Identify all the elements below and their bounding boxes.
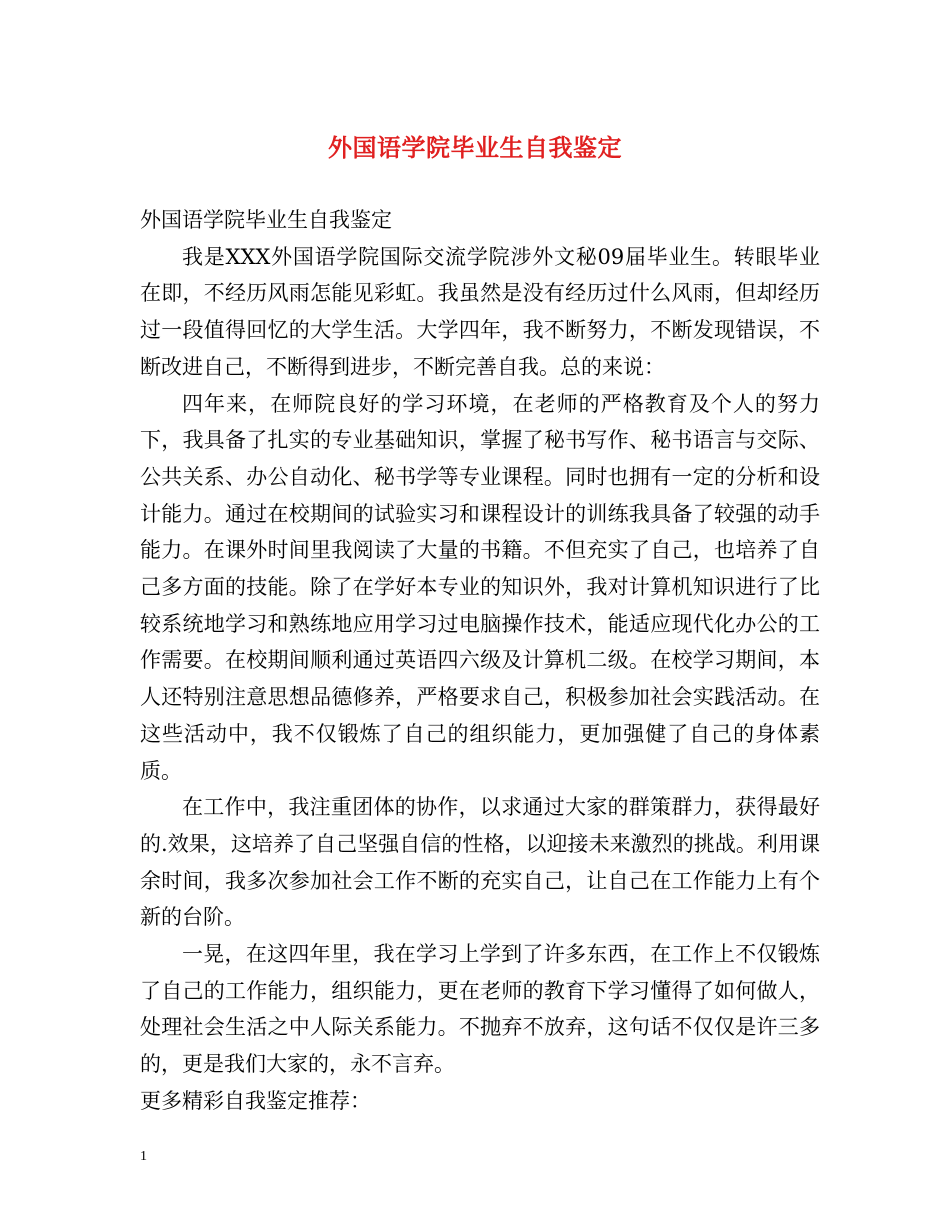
document-title: 外国语学院毕业生自我鉴定 [328, 133, 622, 162]
paragraph-study: 四年来，在师院良好的学习环境，在老师的严格教育及个人的努力下，我具备了扎实的专业基础知识，掌握了秘书写作、秘书语言与交际、公共关系、办公自动化、秘书学等专业课程。同时也拥有一定的分析和设计能力。通过在校期间的试验实习和课程设计的训练我具备了较强的动手能力。在课外时间里我阅读了大量的书籍。不但充实了自己，也培养了自己多方面的技能。除了在学好本专业的知识外，我对计算机知识进行了比较系统地学习和熟练地应用学习过电脑操作技术，能适应现代化办公的工作需要。在校期间顺利通过英语四六级及计算机二级。在校学习期间，本人还特别注意思想品德修养，严格要求自己，积极参加社会实践活动。在这些活动中，我不仅锻炼了自己的组织能力，更加强健了自己的身体素质。 [140, 391, 820, 783]
document-subtitle: 外国语学院毕业生自我鉴定 [140, 208, 392, 232]
paragraph-work: 在工作中，我注重团体的协作，以求通过大家的群策群力，获得最好的.效果，这培养了自己坚强自信的性格，以迎接未来激烈的挑战。利用课余时间，我多次参加社会工作不断的充实自己，让自己在工作能力上有个新的台阶。 [140, 795, 820, 930]
document-body [140, 202, 820, 1120]
paragraph-summary: 一晃，在这四年里，我在学习上学到了许多东西，在工作上不仅锻炼了自己的工作能力，组织能力，更在老师的教育下学习懂得了如何做人，处理社会生活之中人际关系能力。不抛弃不放弃，这句话不仅仅是许三多的，更是我们大家的，永不言弃。 [140, 942, 820, 1077]
recommendation-line: 更多精彩自我鉴定推荐： [140, 1088, 371, 1113]
paragraph-intro: 我是XXX外国语学院国际交流学院涉外文秘09届毕业生。转眼毕业在即，不经历风雨怎能见彩虹。我虽然是没有经历过什么风雨，但却经历过一段值得回忆的大学生活。大学四年，我不断努力，不断发现错误，不断改进自己，不断得到进步，不断完善自我。总的来说： [140, 244, 820, 379]
page-number: 1 [140, 1149, 147, 1164]
